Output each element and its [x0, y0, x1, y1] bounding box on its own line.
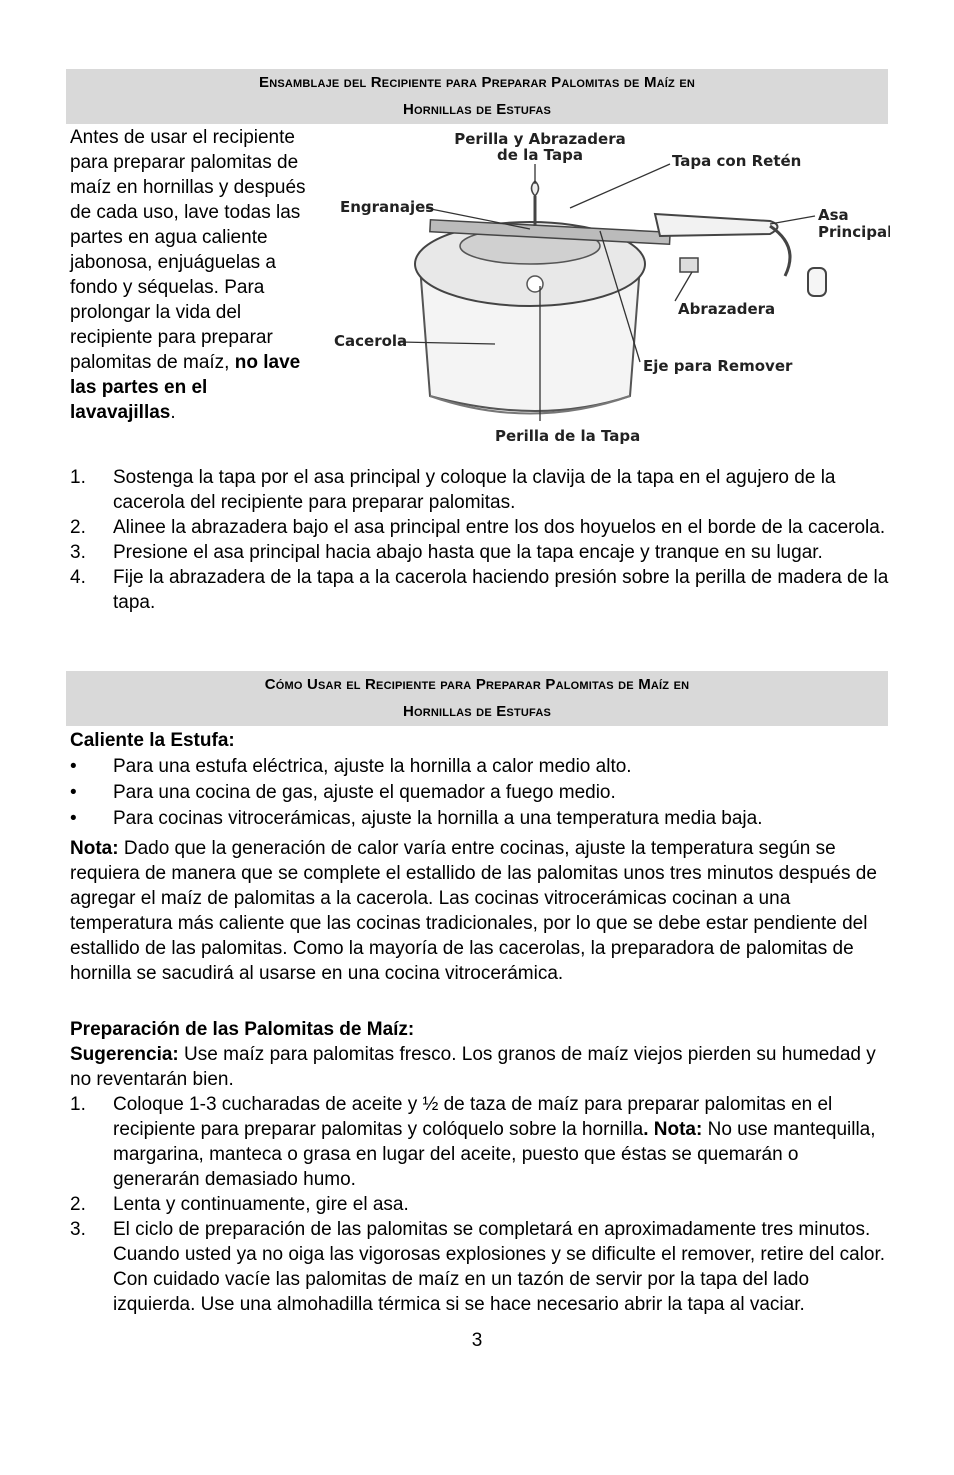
- clamp: [680, 258, 698, 272]
- tip-label: Sugerencia:: [70, 1044, 179, 1065]
- label-eje: Eje para Remover: [643, 357, 793, 375]
- section-title-line1: Ensamblaje del Recipiente para Preparar Palomitas de Maíz en: [258, 74, 696, 91]
- label-engranajes: Engranajes: [340, 198, 435, 216]
- section-header-assembly: [66, 69, 888, 124]
- list-item: • Para una estufa eléctrica, ajuste la hornilla a calor medio alto.: [70, 756, 632, 777]
- list-item: • Para cocinas vitrocerámicas, ajuste la hornilla a una temperatura media baja.: [70, 808, 763, 829]
- popcorn-popper-diagram: [330, 126, 890, 451]
- tip-paragraph: [70, 1042, 888, 1092]
- label-perilla-abrazadera-2: de la Tapa: [497, 146, 583, 164]
- crank: [770, 226, 790, 276]
- intro-warning: no lave las partes en el lavavajillas: [70, 352, 301, 423]
- section-header-usage: [66, 671, 888, 726]
- list-item: 4. Fije la abrazadera de la tapa a la cacerola haciendo presión sobre la perilla de madera de la tapa.: [70, 567, 889, 613]
- label-asa-1: Asa: [818, 206, 849, 224]
- intro-text: Antes de usar el recipiente para preparar palomitas de maíz en hornillas y después de cada uso, lave todas las partes en agua caliente jabonosa, enjuáguelas a fondo y séquelas. Para prolongar la vida del recipiente para preparar palomitas de maíz,: [70, 127, 306, 373]
- label-perilla-tapa: Perilla de la Tapa: [495, 427, 641, 445]
- section-title-line2: Hornillas de Estufas: [402, 101, 552, 118]
- page-number: 3: [471, 1330, 483, 1351]
- list-item: 2. Lenta y continuamente, gire el asa.: [70, 1194, 409, 1215]
- note-label: Nota:: [70, 838, 119, 859]
- section-title-line2: Hornillas de Estufas: [402, 703, 552, 720]
- assembly-steps: [70, 465, 890, 615]
- heat-heading: Caliente la Estufa:: [70, 730, 235, 751]
- list-item: 3. Presione el asa principal hacia abajo hasta que la tapa encaje y tranque en su lugar.: [70, 542, 823, 563]
- note-paragraph: [70, 836, 888, 986]
- intro-paragraph: [70, 125, 315, 425]
- main-handle: [655, 214, 778, 236]
- label-tapa-reten: Tapa con Retén: [672, 152, 802, 170]
- section-title-line1: Cómo Usar el Recipiente para Preparar Palomitas de Maíz en: [264, 676, 690, 693]
- heat-bullets: [70, 754, 890, 831]
- intro-end: .: [170, 402, 176, 423]
- diagram-svg: [330, 126, 890, 451]
- tip-text: Use maíz para palomitas fresco. Los granos de maíz viejos pierden su humedad y no reventarán bien.: [70, 1044, 876, 1090]
- prep-heading: Preparación de las Palomitas de Maíz:: [70, 1019, 415, 1040]
- label-cacerola: Cacerola: [334, 332, 408, 350]
- list-item: 1. Coloque 1-3 cucharadas de aceite y ½ de taza de maíz para preparar palomitas en el recipiente para preparar palomitas y colóquelo sobre la hornilla. Nota: No use mantequilla, margarina, manteca o grasa en lugar del aceite, puesto que éstas se quemarán o generarán demasiado humo.: [70, 1094, 876, 1190]
- list-item: 3. El ciclo de preparación de las palomitas se completará en aproximadamente tres minutos. Cuando usted ya no oiga las vigorosas explosiones y se dificulte el remover, retire del calor. Con cuidado vacíe las palomitas de maíz en un tazón de servir por la tapa del lado izquierda. Use una almohadilla térmica si se hace necesario abrir la tapa al vaciar.: [70, 1219, 886, 1315]
- label-asa-2: Principal: [818, 223, 890, 241]
- prep-steps: [70, 1092, 890, 1317]
- label-abrazadera: Abrazadera: [678, 300, 776, 318]
- label-perilla-abrazadera-1: Perilla y Abrazadera: [454, 130, 626, 148]
- list-item: 1. Sostenga la tapa por el asa principal y coloque la clavija de la tapa en el agujero de la cacerola del recipiente para preparar palomitas.: [70, 467, 836, 513]
- list-item: 2. Alinee la abrazadera bajo el asa principal entre los dos hoyuelos en el borde de la cacerola.: [70, 517, 886, 538]
- list-item: • Para una cocina de gas, ajuste el quemador a fuego medio.: [70, 782, 616, 803]
- crank-knob: [808, 268, 826, 296]
- note-text: Dado que la generación de calor varía entre cocinas, ajuste la temperatura según se requiera de manera que se complete el estallido de las palomitas unos tres minutos después de agregar el maíz de palomitas a la cacerola. Las cocinas vitrocerámicas cocinan a una temperatura más caliente que las cocinas tradicionales, por lo que se debe estar pendiente del estallido de las palomitas. Como la mayoría de las cacerolas, la preparadora de palomitas de hornilla se sacudirá al usarse en una cocina vitrocerámica.: [70, 838, 877, 984]
